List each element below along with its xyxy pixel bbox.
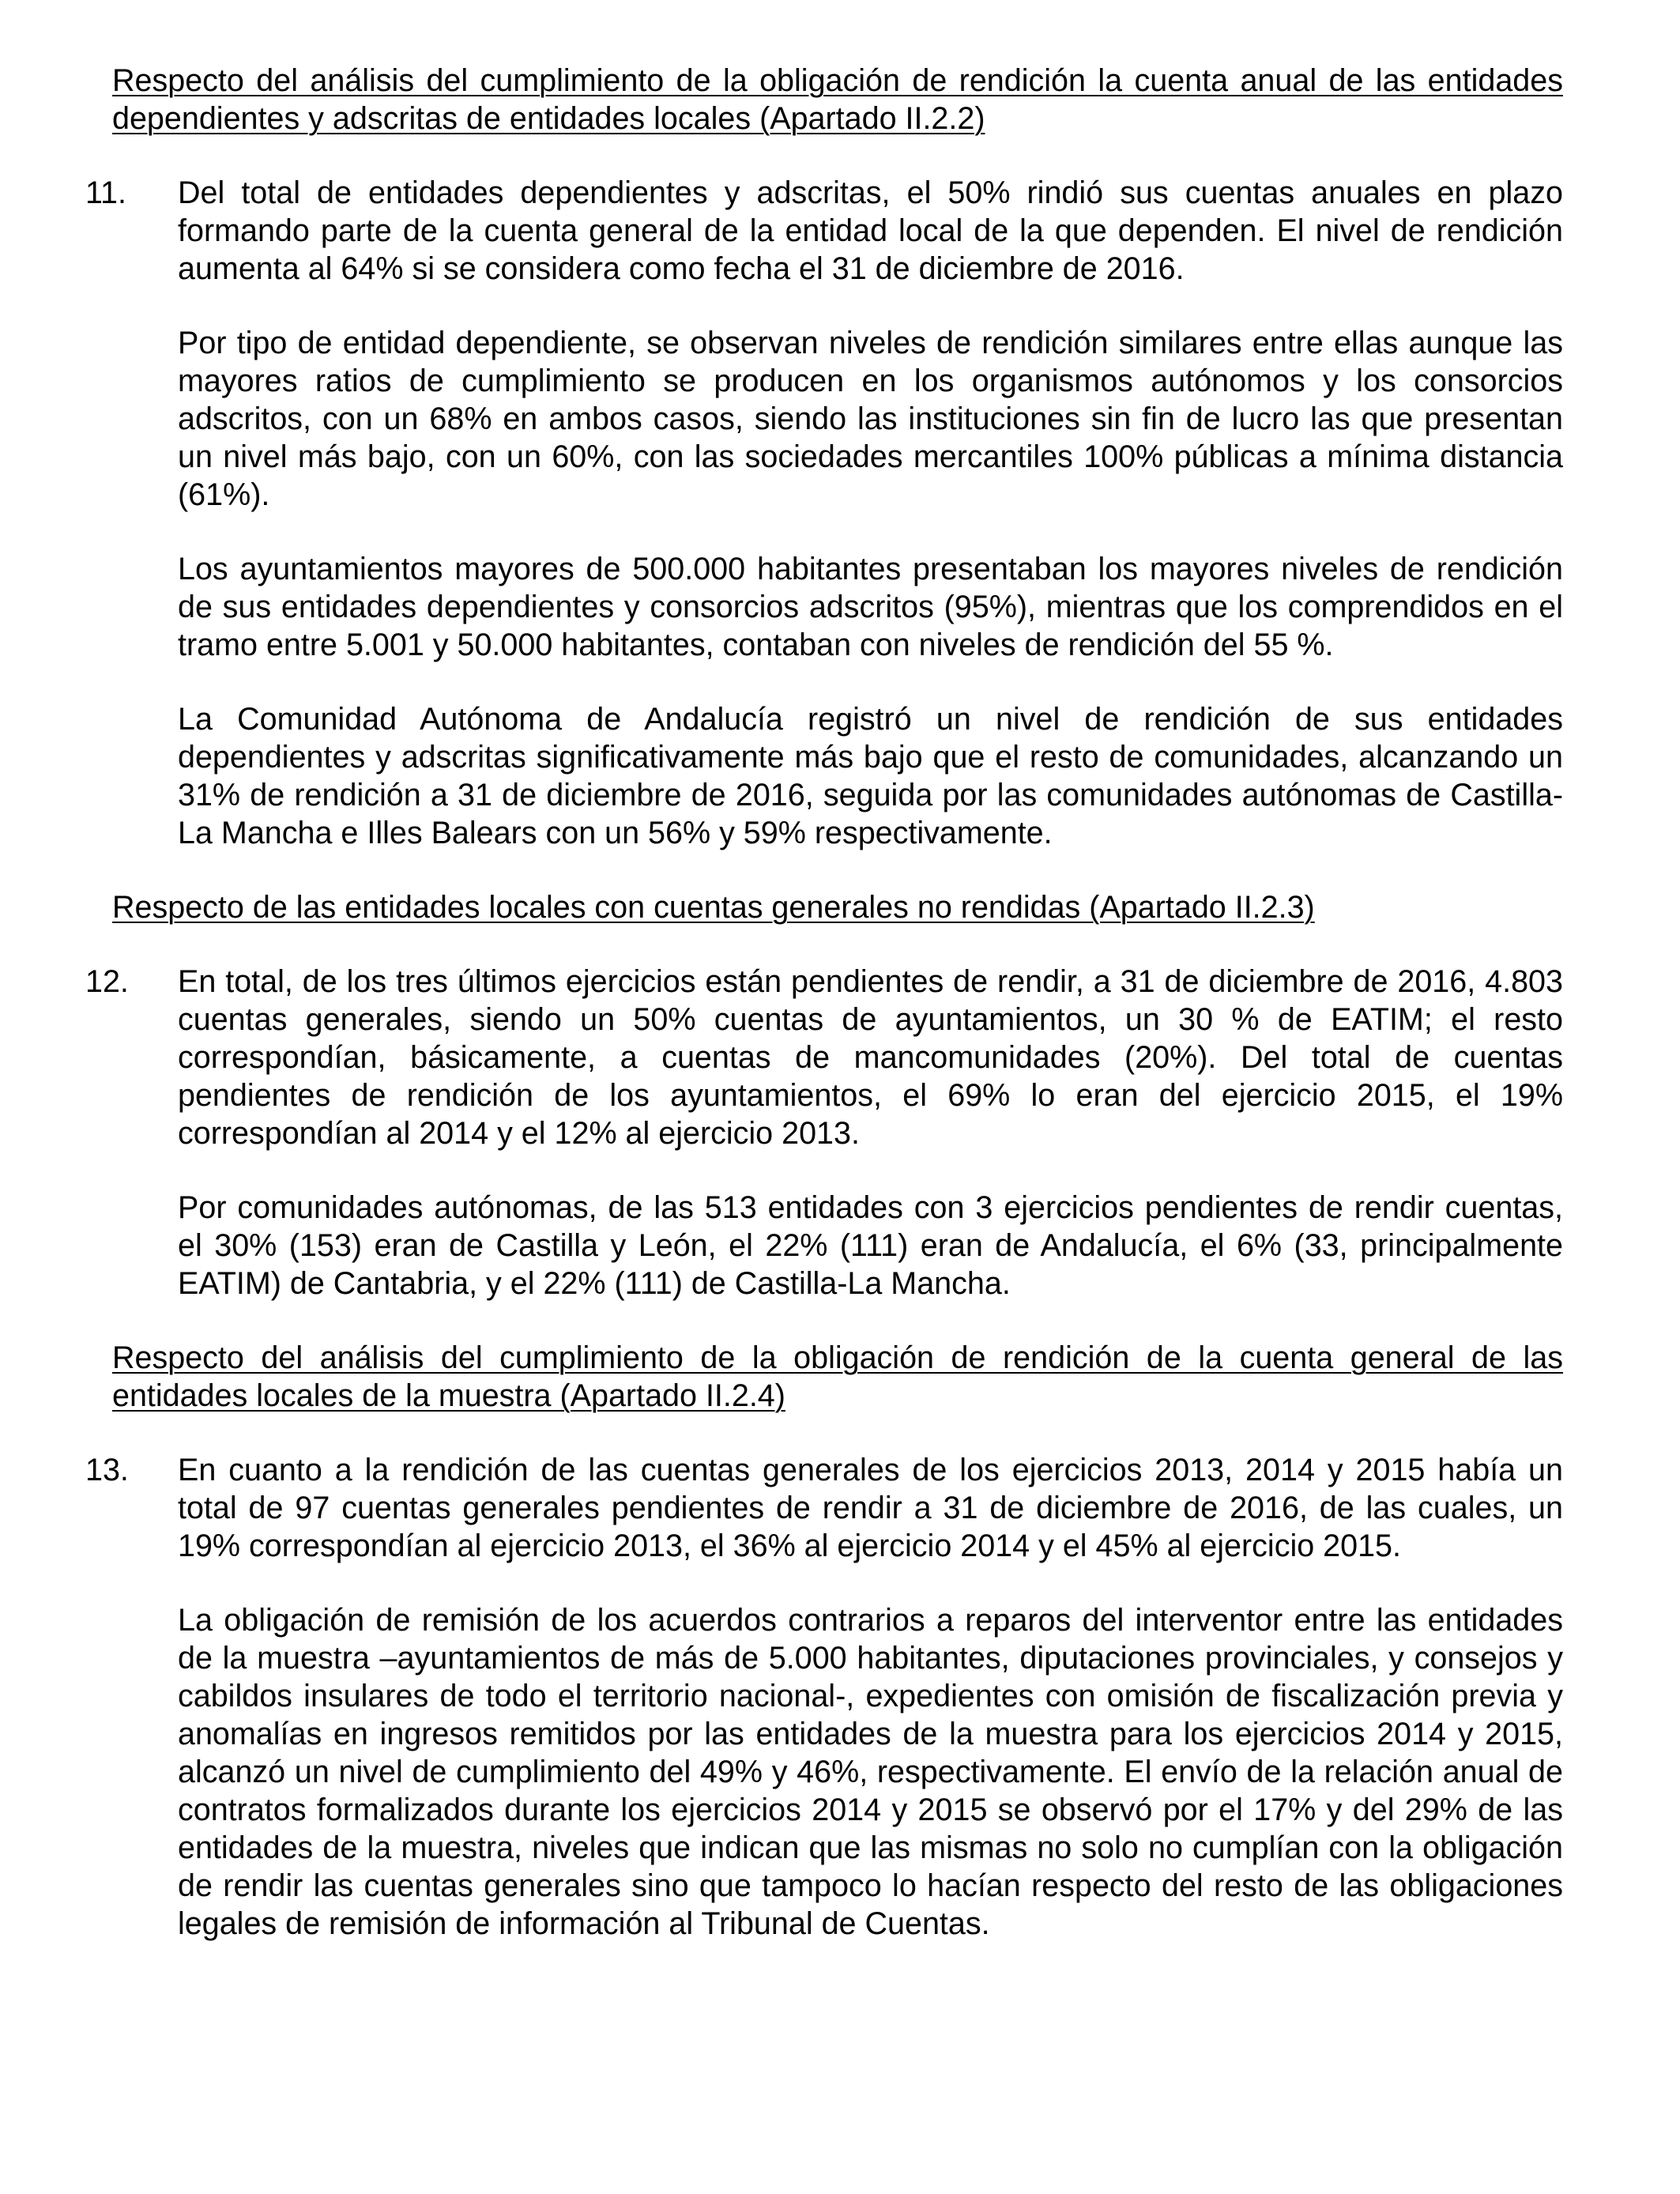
paragraph: En total, de los tres últimos ejercicios están pendientes de rendir, a 31 de diciembre de 2016, 4.803 cuentas generales, siendo un 50% cuentas de ayuntamientos, un 30 % de EATIM; el resto correspondían, básicamente, a cuentas de mancomunidades (20%). Del total de cuentas pendientes de rendición de los ayuntamientos, el 69% lo eran del ejercicio 2015, el 19% correspondían al 2014 y el 12% al ejercicio 2013.: [178, 964, 1563, 1151]
paragraph: Del total de entidades dependientes y adscritas, el 50% rindió sus cuentas anuales en plazo formando parte de la cuenta general de la entidad local de la que dependen. El nivel de rendición aumenta al 64% si se considera como fecha el 31 de diciembre de 2016.: [178, 175, 1563, 286]
spacer: [178, 288, 1563, 324]
numbered-item-11: [85, 174, 1563, 852]
paragraph: Los ayuntamientos mayores de 500.000 habitantes presentaban los mayores niveles de rendición de sus entidades dependientes y consorcios adscritos (95%), mientras que los comprendidos en el tramo entre 5.001 y 50.000 habitantes, contaban con niveles de rendición del 55 %.: [178, 552, 1563, 662]
spacer: [178, 1565, 1563, 1601]
section-heading-ii-2-2: Respecto del análisis del cumplimiento de la obligación de rendición la cuenta anual de las entidades dependientes y adscritas de entidades locales (Apartado II.2.2): [112, 63, 1563, 136]
paragraph: En cuanto a la rendición de las cuentas generales de los ejercicios 2013, 2014 y 2015 había un total de 97 cuentas generales pendientes de rendir a 31 de diciembre de 2016, de las cuales, un 19% correspondían al ejercicio 2013, el 36% al ejercicio 2014 y el 45% al ejercicio 2015.: [178, 1453, 1563, 1563]
numbered-item-12: [85, 963, 1563, 1302]
spacer: [112, 852, 1563, 888]
item-number: 12.: [85, 964, 129, 999]
paragraph: La Comunidad Autónoma de Andalucía registró un nivel de rendición de sus entidades dependientes y adscritas significativamente más bajo que el resto de comunidades, alcanzando un 31% de rendición a 31 de diciembre de 2016, seguida por las comunidades autónomas de Castilla-La Mancha e Illes Balears con un 56% y 59% respectivamente.: [178, 702, 1563, 850]
numbered-item-13: [85, 1451, 1563, 1943]
spacer: [178, 1152, 1563, 1189]
spacer: [112, 1302, 1563, 1339]
spacer: [178, 514, 1563, 550]
spacer: [178, 664, 1563, 700]
spacer: [112, 1415, 1563, 1451]
document-page: [85, 62, 1563, 1943]
section-heading-ii-2-4: Respecto del análisis del cumplimiento de la obligación de rendición de la cuenta general de las entidades locales de la muestra (Apartado II.2.4): [112, 1340, 1563, 1413]
item-number: 13.: [85, 1453, 129, 1487]
spacer: [112, 138, 1563, 174]
item-number: 11.: [85, 175, 126, 210]
spacer: [112, 926, 1563, 963]
paragraph: La obligación de remisión de los acuerdos contrarios a reparos del interventor entre las entidades de la muestra –ayuntamientos de más de 5.000 habitantes, diputaciones provinciales, y consejos y cabildos insulares de todo el territorio nacional-, expedientes con omisión de fiscalización previa y anomalías en ingresos remitidos por las entidades de la muestra para los ejercicios 2014 y 2015, alcanzó un nivel de cumplimiento del 49% y 46%, respectivamente. El envío de la relación anual de contratos formalizados durante los ejercicios 2014 y 2015 se observó por el 17% y del 29% de las entidades de la muestra, niveles que indican que las mismas no solo no cumplían con la obligación de rendir las cuentas generales sino que tampoco lo hacían respecto del resto de las obligaciones legales de remisión de información al Tribunal de Cuentas.: [178, 1603, 1563, 1941]
paragraph: Por comunidades autónomas, de las 513 entidades con 3 ejercicios pendientes de rendir cuentas, el 30% (153) eran de Castilla y León, el 22% (111) eran de Andalucía, el 6% (33, principalmente EATIM) de Cantabria, y el 22% (111) de Castilla-La Mancha.: [178, 1190, 1563, 1301]
paragraph: Por tipo de entidad dependiente, se observan niveles de rendición similares entre ellas aunque las mayores ratios de cumplimiento se producen en los organismos autónomos y los consorcios adscritos, con un 68% en ambos casos, siendo las instituciones sin fin de lucro las que presentan un nivel más bajo, con un 60%, con las sociedades mercantiles 100% públicas a mínima distancia (61%).: [178, 326, 1563, 512]
section-heading-ii-2-3: Respecto de las entidades locales con cuentas generales no rendidas (Apartado II.2.3): [112, 890, 1315, 925]
